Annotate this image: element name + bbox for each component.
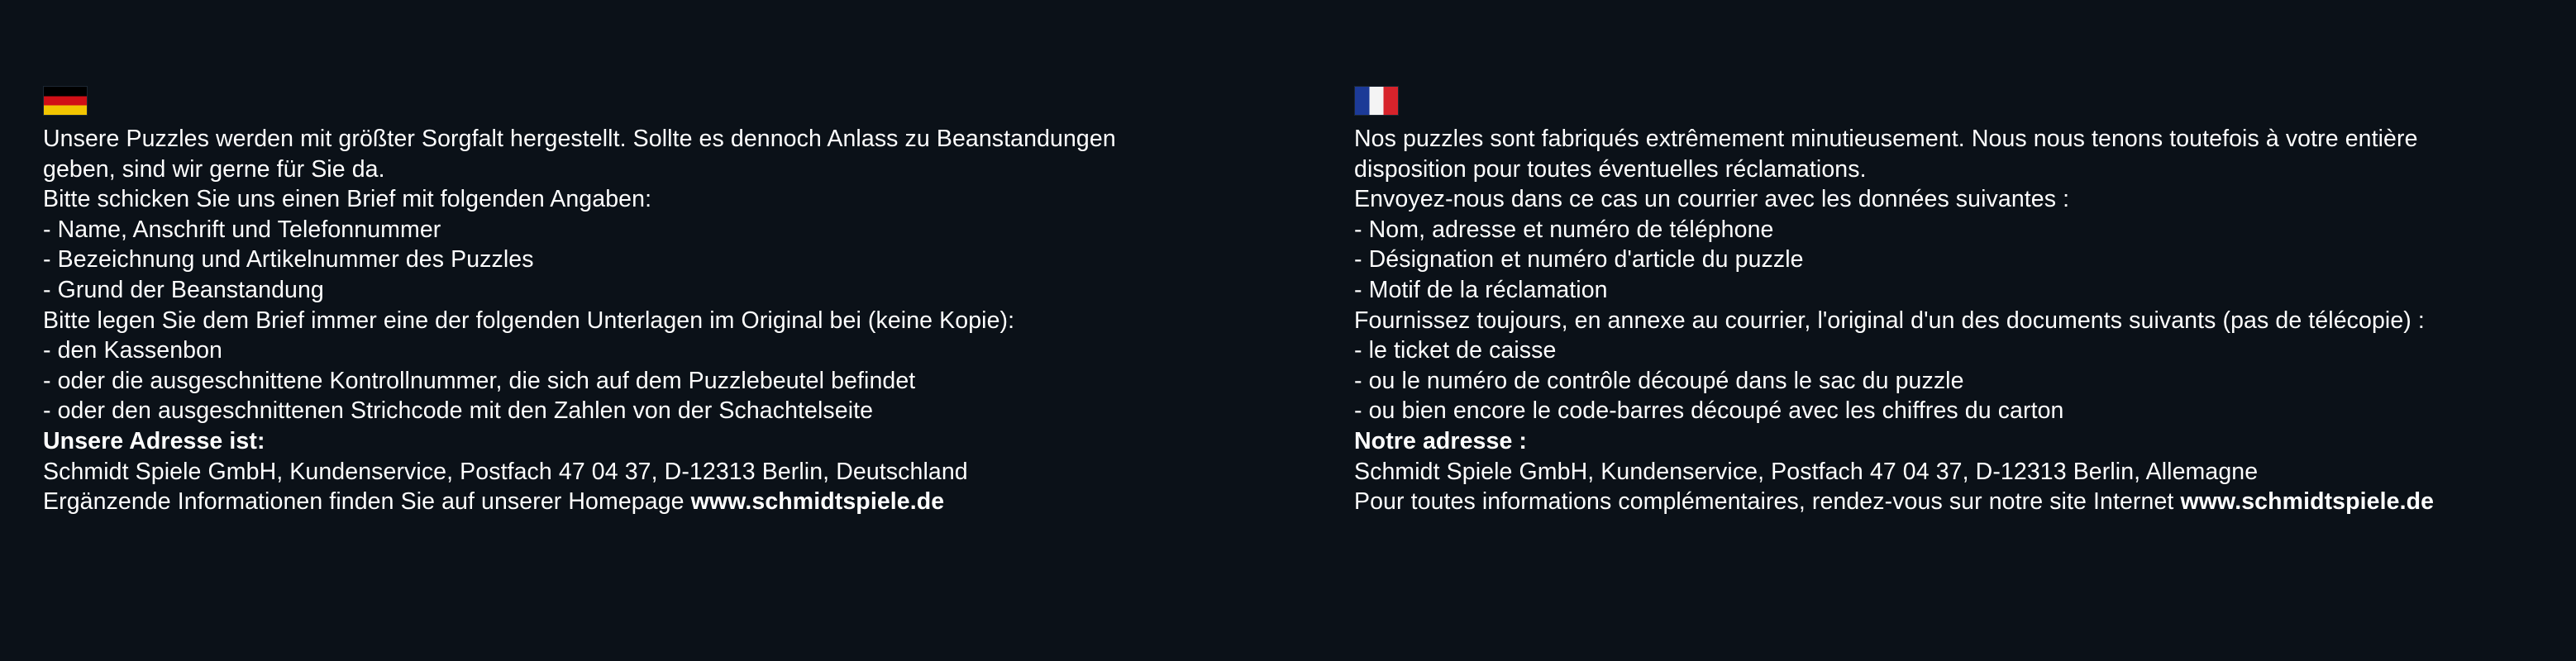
text-line: - Bezeichnung und Artikelnummer des Puzzles xyxy=(43,246,534,273)
text-line: geben, sind wir gerne für Sie da. xyxy=(43,155,385,183)
text-line: disposition pour toutes éventuelles réclamations. xyxy=(1354,155,1867,183)
text-line: - den Kassenbon xyxy=(43,337,222,364)
text-line: Fournissez toujours, en annexe au courrier, l'original d'un des documents suivants (pas de télécopie) : xyxy=(1354,307,2425,334)
text-line: - Désignation et numéro d'article du puzzle xyxy=(1354,246,1804,273)
homepage-line xyxy=(43,487,1348,517)
flag-france-icon xyxy=(1354,86,1399,116)
address-heading: Unsere Adresse ist: xyxy=(43,427,265,454)
french-text-block xyxy=(1354,124,2576,517)
address-line: Schmidt Spiele GmbH, Kundenservice, Postfach 47 04 37, D-12313 Berlin, Allemagne xyxy=(1354,458,2259,485)
text-line: Bitte schicken Sie uns einen Brief mit folgenden Angaben: xyxy=(43,186,652,213)
german-text-block xyxy=(43,124,1348,517)
text-line: Envoyez-nous dans ce cas un courrier avec les données suivantes : xyxy=(1354,186,2070,213)
address-line: Schmidt Spiele GmbH, Kundenservice, Postfach 47 04 37, D-12313 Berlin, Deutschland xyxy=(43,458,968,485)
text-line: - le ticket de caisse xyxy=(1354,337,1557,364)
columns-container xyxy=(0,86,2576,517)
homepage-text: Pour toutes informations complémentaires, rendez-vous sur notre site Internet xyxy=(1354,488,2181,516)
text-line: - Name, Anschrift und Telefonnummer xyxy=(43,216,441,243)
text-line: - oder den ausgeschnittenen Strichcode mit den Zahlen von der Schachtelseite xyxy=(43,397,874,425)
text-line: Nos puzzles sont fabriqués extrêmement minutieusement. Nous nous tenons toutefois à votre entière xyxy=(1354,126,2418,152)
text-line: Unsere Puzzles werden mit größter Sorgfalt hergestellt. Sollte es dennoch Anlass zu Beanstandungen xyxy=(43,126,1116,152)
text-line: - ou bien encore le code-barres découpé avec les chiffres du carton xyxy=(1354,397,2064,425)
column-german xyxy=(0,86,1348,517)
address-heading: Notre adresse : xyxy=(1354,427,1528,454)
text-line: - Grund der Beanstandung xyxy=(43,276,324,303)
flag-germany-icon xyxy=(43,86,88,116)
homepage-line xyxy=(1354,487,2576,517)
text-line: - ou le numéro de contrôle découpé dans le sac du puzzle xyxy=(1354,367,1964,394)
text-line: - Motif de la réclamation xyxy=(1354,276,1608,303)
text-line: - Nom, adresse et numéro de téléphone xyxy=(1354,216,1774,243)
text-line: Bitte legen Sie dem Brief immer eine der folgenden Unterlagen im Original bei (keine Kopie): xyxy=(43,307,1015,334)
homepage-url: www.schmidtspiele.de xyxy=(690,488,945,516)
homepage-text: Ergänzende Informationen finden Sie auf unserer Homepage xyxy=(43,488,691,516)
column-french xyxy=(1348,86,2576,517)
text-line: - oder die ausgeschnittene Kontrollnummer, die sich auf dem Puzzlebeutel befindet xyxy=(43,367,916,394)
homepage-url: www.schmidtspiele.de xyxy=(2180,488,2435,516)
